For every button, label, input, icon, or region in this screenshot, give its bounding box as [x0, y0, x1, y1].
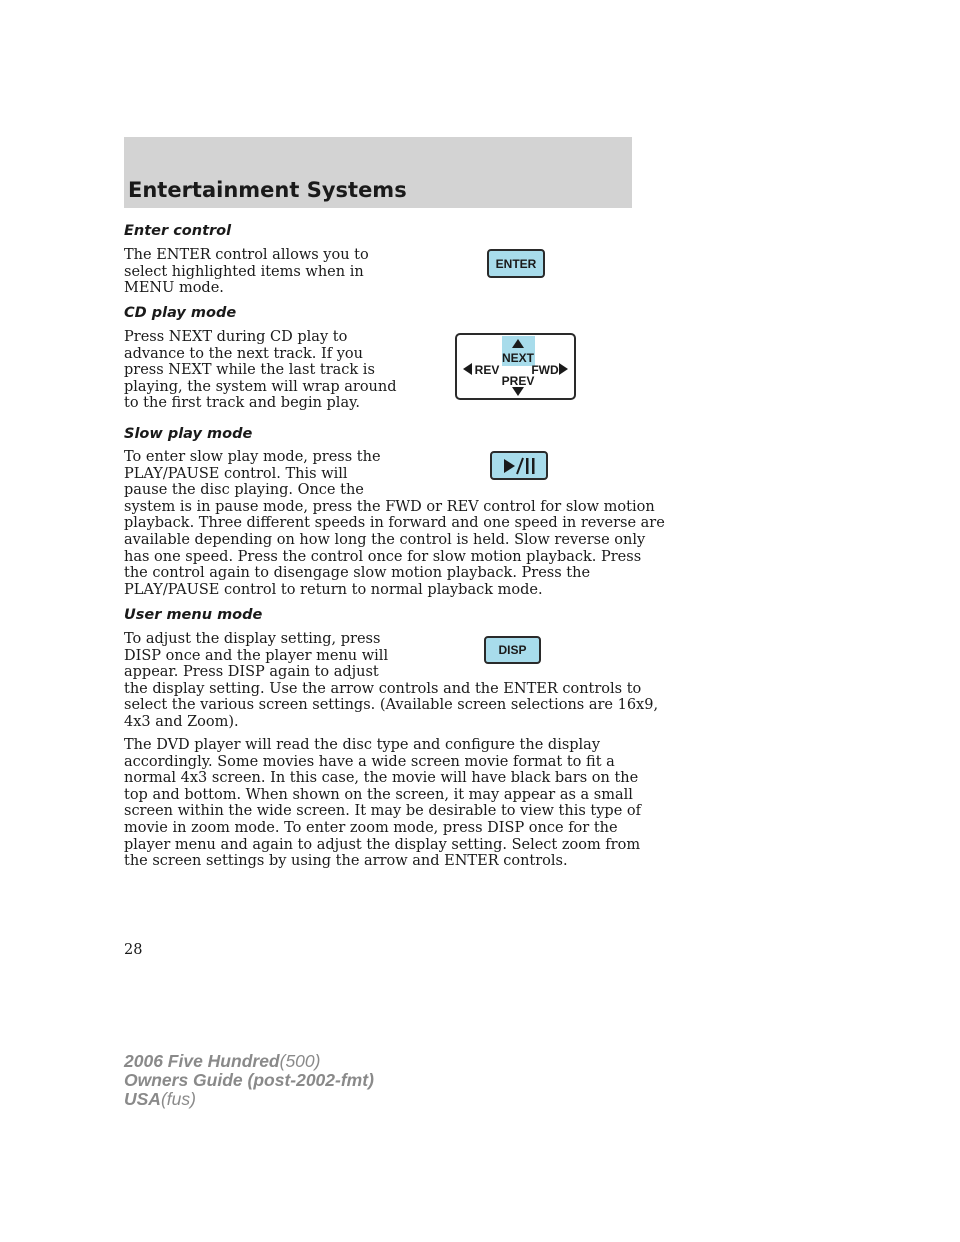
- slash-icon: [517, 458, 523, 474]
- text-line: the screen settings by using the arrow and ENTER controls.: [124, 853, 568, 870]
- play-pause-icon: [499, 456, 539, 476]
- text-line: movie in zoom mode. To enter zoom mode, press DISP once for the: [124, 819, 618, 836]
- text-line: to the first track and begin play.: [124, 395, 360, 412]
- footer-model-code: (500): [279, 1051, 321, 1071]
- text-line: The ENTER control allows you to: [124, 247, 369, 263]
- text-line: advance to the next track. If you: [124, 345, 363, 362]
- prev-label: PREV: [501, 374, 535, 388]
- text-line: the control again to disengage slow motion playback. Press the: [124, 565, 591, 582]
- text-line: PLAY/PAUSE control. This will: [124, 465, 348, 482]
- text-line: player menu and again to adjust the display setting. Select zoom from: [124, 836, 641, 853]
- text-line: normal 4x3 screen. In this case, the movie will have black bars on the: [124, 770, 639, 787]
- paragraph-dvd-display: [124, 737, 644, 870]
- disp-button-illustration: DISP: [484, 636, 541, 664]
- footer-market: USA: [124, 1089, 161, 1109]
- heading-user-menu-mode: User menu mode: [124, 607, 263, 623]
- text-line: available depending on how long the control is held. Slow reverse only: [124, 531, 646, 548]
- text-line: appear. Press DISP again to adjust: [124, 664, 379, 681]
- text-line: pause the disc playing. Once the: [124, 482, 364, 499]
- rev-label: REV: [474, 363, 500, 377]
- triangle-left-icon: [463, 363, 472, 375]
- text-line: has one speed. Press the control once for slow motion playback. Press: [124, 548, 642, 565]
- text-line: 4x3 and Zoom).: [124, 713, 239, 730]
- text-line: playback. Three different speeds in forward and one speed in reverse are: [124, 515, 665, 532]
- footer-market-code: (fus): [160, 1089, 196, 1109]
- fwd-label: FWD: [531, 363, 559, 377]
- text-line: PLAY/PAUSE control to return to normal playback mode.: [124, 581, 543, 598]
- footer-line: [124, 1071, 374, 1090]
- paragraph-slow-play-mode: [124, 449, 665, 598]
- text-line: accordingly. Some movies have a wide screen movie format to fit a: [124, 753, 615, 770]
- enter-button-illustration: ENTER: [487, 249, 545, 278]
- text-line: select the various screen settings. (Available screen selections are 16x9,: [124, 697, 659, 714]
- paragraph-user-menu-mode: [124, 631, 659, 731]
- text-line: press NEXT while the last track is: [124, 362, 375, 379]
- pause-icon: [526, 458, 529, 474]
- page-number: 28: [124, 942, 143, 958]
- text-line: Press NEXT during CD play to: [124, 329, 348, 345]
- next-label: NEXT: [501, 351, 535, 365]
- text-line: The DVD player will read the disc type and configure the display: [124, 737, 601, 753]
- document-footer: [124, 1052, 374, 1109]
- text-line: playing, the system will wrap around: [124, 378, 397, 395]
- text-line: To enter slow play mode, press the: [124, 449, 381, 465]
- text-line: DISP once and the player menu will: [124, 647, 389, 664]
- text-line: MENU mode.: [124, 280, 224, 297]
- section-title: Entertainment Systems: [128, 178, 407, 202]
- text-line: the display setting. Use the arrow controls and the ENTER controls to: [124, 680, 642, 697]
- pause-icon: [532, 458, 535, 474]
- footer-model: 2006 Five Hundred: [124, 1051, 280, 1071]
- text-line: select highlighted items when in: [124, 263, 364, 280]
- footer-line: [124, 1052, 374, 1071]
- footer-guide: Owners Guide (post-2002-fmt): [124, 1070, 374, 1090]
- text-line: To adjust the display setting, press: [124, 631, 381, 647]
- play-icon: [504, 459, 515, 473]
- text-line: system is in pause mode, press the FWD or REV control for slow motion: [124, 498, 655, 515]
- heading-enter-control: Enter control: [124, 223, 232, 239]
- heading-slow-play-mode: Slow play mode: [124, 426, 253, 442]
- text-line: screen within the wide screen. It may be desirable to view this type of: [124, 803, 641, 820]
- triangle-right-icon: [559, 363, 568, 375]
- triangle-down-icon: [512, 387, 524, 396]
- footer-line: [124, 1090, 374, 1109]
- paragraph-enter-control: [124, 247, 644, 297]
- play-pause-button-illustration: [490, 451, 548, 480]
- text-line: top and bottom. When shown on the screen, it may appear as a small: [124, 786, 633, 803]
- heading-cd-play-mode: CD play mode: [124, 305, 237, 321]
- dpad-control-illustration: [455, 333, 576, 400]
